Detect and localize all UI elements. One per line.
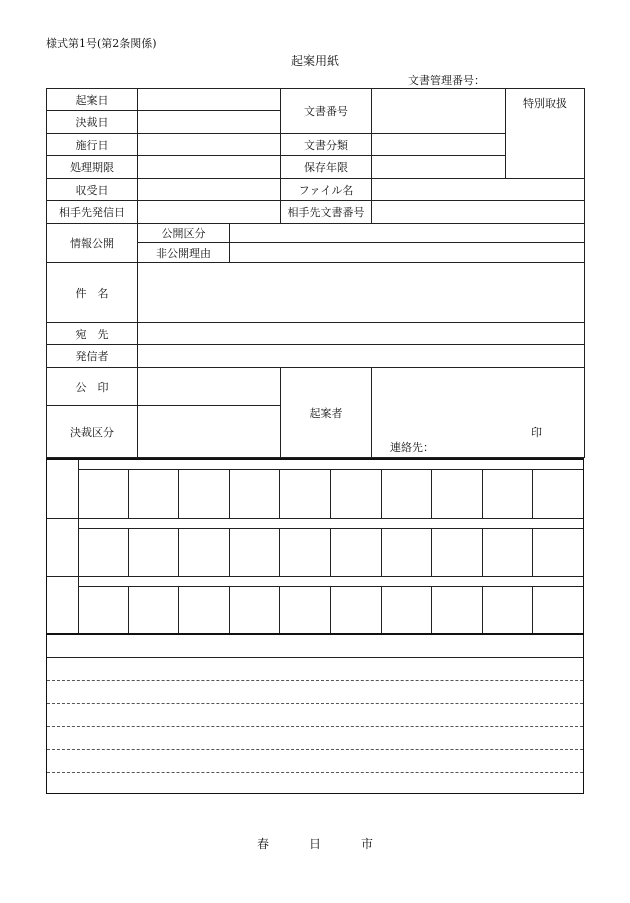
stamp-cell[interactable] <box>129 529 180 577</box>
notes-line <box>47 680 583 681</box>
notes-line <box>47 703 583 704</box>
drafted-date-field[interactable] <box>138 89 281 111</box>
stamp-cell[interactable] <box>533 470 583 518</box>
stamp-cell[interactable] <box>483 529 534 577</box>
approval-row-title-strip[interactable] <box>78 577 583 587</box>
nondisclosure-reason-label: 非公開理由 <box>138 243 230 263</box>
doc-mgmt-number-label: 文書管理番号： <box>408 74 485 87</box>
approval-row-label-cell[interactable] <box>47 577 79 635</box>
stamp-cell[interactable] <box>280 470 331 518</box>
stamp-cell[interactable] <box>280 529 331 577</box>
subject-field[interactable] <box>138 263 585 323</box>
sender-send-date-field[interactable] <box>138 201 281 224</box>
stamp-cell[interactable] <box>382 529 433 577</box>
stamp-cell[interactable] <box>230 587 281 635</box>
file-name-field[interactable] <box>372 179 585 201</box>
info-disclosure-label: 情報公開 <box>47 224 138 263</box>
doc-category-field[interactable] <box>372 134 506 156</box>
enforce-date-label: 施行日 <box>47 134 138 156</box>
stamp-cell[interactable] <box>533 529 583 577</box>
draft-form-table <box>46 88 585 458</box>
doc-number-label: 文書番号 <box>281 89 372 134</box>
official-seal-field[interactable] <box>138 368 281 406</box>
contact-label: 連絡先： <box>390 441 434 454</box>
doc-number-field[interactable] <box>372 89 506 134</box>
sender-label: 発信者 <box>47 345 138 368</box>
official-seal-label: 公 印 <box>47 368 138 406</box>
drafter-signature-field[interactable] <box>372 368 585 458</box>
file-name-label: ファイル名 <box>281 179 372 201</box>
approval-row-title-strip[interactable] <box>78 519 583 529</box>
notes-area[interactable] <box>46 633 584 794</box>
retention-field[interactable] <box>372 156 506 179</box>
enforce-date-field[interactable] <box>138 134 281 156</box>
received-date-field[interactable] <box>138 179 281 201</box>
stamp-cell[interactable] <box>432 529 483 577</box>
stamp-cell[interactable] <box>432 587 483 635</box>
stamp-cell[interactable] <box>78 529 129 577</box>
deadline-label: 処理期限 <box>47 156 138 179</box>
stamp-cell[interactable] <box>129 587 180 635</box>
disclosure-class-field[interactable] <box>230 224 585 243</box>
stamp-cell[interactable] <box>382 587 433 635</box>
city-name-footer: 春日市 <box>256 837 413 851</box>
drafter-label: 起案者 <box>281 368 372 458</box>
approval-row <box>47 576 583 635</box>
deadline-field[interactable] <box>138 156 281 179</box>
drafted-date-label: 起案日 <box>47 89 138 111</box>
stamp-cell[interactable] <box>331 529 382 577</box>
decision-class-label: 決裁区分 <box>47 406 138 458</box>
disclosure-class-label: 公開区分 <box>138 224 230 243</box>
sender-doc-number-label: 相手先文書番号 <box>281 201 372 224</box>
decision-class-field[interactable] <box>138 406 281 458</box>
stamp-cell[interactable] <box>432 470 483 518</box>
stamp-cell[interactable] <box>179 529 230 577</box>
stamp-cell[interactable] <box>331 587 382 635</box>
approval-row <box>47 518 583 577</box>
notes-line <box>47 749 583 750</box>
form-number: 様式第1号(第2条関係) <box>46 37 157 50</box>
stamp-cell[interactable] <box>483 470 534 518</box>
approval-stamp-grid <box>46 458 584 634</box>
nondisclosure-reason-field[interactable] <box>230 243 585 263</box>
stamp-cell[interactable] <box>280 587 331 635</box>
stamp-cell[interactable] <box>78 470 129 518</box>
addressee-field[interactable] <box>138 323 585 345</box>
notes-line <box>47 772 583 773</box>
page-title: 起案用紙 <box>290 54 339 68</box>
retention-label: 保存年限 <box>281 156 372 179</box>
approval-row-title-strip[interactable] <box>78 460 583 470</box>
decision-date-field[interactable] <box>138 111 281 134</box>
notes-line <box>47 657 583 658</box>
stamp-cell[interactable] <box>483 587 534 635</box>
sender-field[interactable] <box>138 345 585 368</box>
doc-category-label: 文書分類 <box>281 134 372 156</box>
stamp-cell[interactable] <box>179 470 230 518</box>
stamp-cell[interactable] <box>179 587 230 635</box>
decision-date-label: 決裁日 <box>47 111 138 134</box>
stamp-cell[interactable] <box>533 587 583 635</box>
approval-row <box>47 460 583 518</box>
stamp-cell[interactable] <box>129 470 180 518</box>
stamp-cell[interactable] <box>230 470 281 518</box>
received-date-label: 収受日 <box>47 179 138 201</box>
stamp-cell[interactable] <box>230 529 281 577</box>
approval-row-label-cell[interactable] <box>47 460 79 518</box>
stamp-cell[interactable] <box>382 470 433 518</box>
sender-doc-number-field[interactable] <box>372 201 585 224</box>
approval-row-label-cell[interactable] <box>47 519 79 577</box>
special-handling-label: 特別取扱 <box>506 89 585 179</box>
seal-mark: 印 <box>531 426 542 439</box>
sender-send-date-label: 相手先発信日 <box>47 201 138 224</box>
addressee-label: 宛 先 <box>47 323 138 345</box>
stamp-cell[interactable] <box>331 470 382 518</box>
subject-label: 件 名 <box>47 263 138 323</box>
stamp-cell[interactable] <box>78 587 129 635</box>
notes-line <box>47 726 583 727</box>
